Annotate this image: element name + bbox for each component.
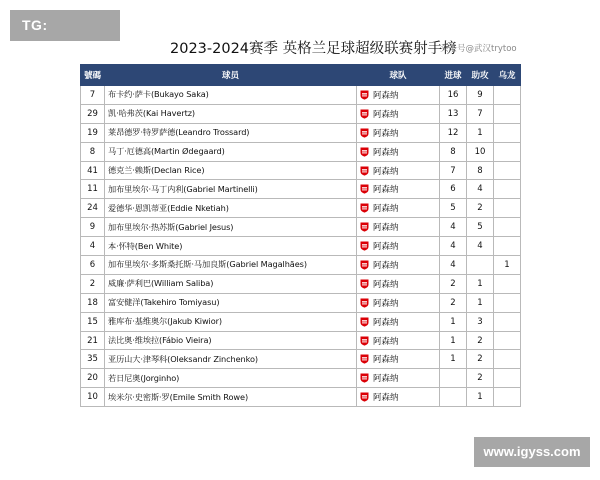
- arsenal-crest-icon: [360, 392, 369, 402]
- cell-goals: 13: [440, 104, 467, 123]
- cell-player: 爱德华·恩凯蒂亚(Eddie Nketiah): [105, 199, 357, 218]
- cell-assists: 2: [467, 369, 494, 388]
- cell-team: [357, 274, 440, 293]
- author-watermark: 头条号@武汉trytoo: [440, 44, 517, 54]
- arsenal-crest-icon: [360, 128, 369, 138]
- cell-number: 35: [81, 350, 105, 369]
- cell-team: [357, 331, 440, 350]
- cell-goals: 1: [440, 331, 467, 350]
- cell-goals: 6: [440, 180, 467, 199]
- cell-team: [357, 388, 440, 407]
- cell-assists: 2: [467, 331, 494, 350]
- team-name: 阿森纳: [373, 185, 399, 196]
- cell-number: 8: [81, 142, 105, 161]
- cell-goals: 4: [440, 237, 467, 256]
- table-row: [81, 142, 521, 161]
- site-watermark: www.igyss.com: [474, 437, 590, 467]
- cell-goals: 1: [440, 312, 467, 331]
- arsenal-crest-icon: [360, 184, 369, 194]
- cell-number: 7: [81, 86, 105, 105]
- cell-player: 埃米尔·史密斯·罗(Emile Smith Rowe): [105, 388, 357, 407]
- cell-goals: 7: [440, 161, 467, 180]
- cell-assists: 10: [467, 142, 494, 161]
- team-name: 阿森纳: [373, 90, 399, 101]
- cell-team: [357, 237, 440, 256]
- team-name: 阿森纳: [373, 147, 399, 158]
- cell-team: [357, 123, 440, 142]
- cell-own-goals: [494, 142, 521, 161]
- cell-assists: 2: [467, 199, 494, 218]
- table-row: [81, 331, 521, 350]
- table-row: [81, 274, 521, 293]
- cell-number: 29: [81, 104, 105, 123]
- cell-goals: 12: [440, 123, 467, 142]
- cell-own-goals: [494, 180, 521, 199]
- cell-player: 莱昂德罗·特罗萨德(Leandro Trossard): [105, 123, 357, 142]
- header-assists: 助攻: [467, 65, 494, 86]
- cell-assists: [467, 256, 494, 275]
- arsenal-crest-icon: [360, 109, 369, 119]
- cell-number: 21: [81, 331, 105, 350]
- cell-player: 法比奥·维埃拉(Fábio Vieira): [105, 331, 357, 350]
- cell-team: [357, 161, 440, 180]
- cell-number: 24: [81, 199, 105, 218]
- team-name: 阿森纳: [373, 128, 399, 139]
- cell-own-goals: [494, 86, 521, 105]
- arsenal-crest-icon: [360, 354, 369, 364]
- cell-team: [357, 104, 440, 123]
- table-header-row: [81, 65, 521, 86]
- cell-assists: 1: [467, 293, 494, 312]
- cell-number: 19: [81, 123, 105, 142]
- cell-team: [357, 180, 440, 199]
- table-row: [81, 369, 521, 388]
- header-team: 球队: [357, 65, 440, 86]
- cell-goals: 4: [440, 256, 467, 275]
- cell-team: [357, 293, 440, 312]
- table-row: [81, 123, 521, 142]
- cell-player: 雅库布·基维奥尔(Jakub Kiwior): [105, 312, 357, 331]
- table-row: [81, 218, 521, 237]
- team-name: 阿森纳: [373, 242, 399, 253]
- arsenal-crest-icon: [360, 166, 369, 176]
- team-name: 阿森纳: [373, 336, 399, 347]
- cell-team: [357, 256, 440, 275]
- cell-player: 德克兰·赖斯(Declan Rice): [105, 161, 357, 180]
- cell-number: 18: [81, 293, 105, 312]
- cell-own-goals: [494, 312, 521, 331]
- cell-goals: 2: [440, 293, 467, 312]
- cell-own-goals: [494, 331, 521, 350]
- cell-number: 11: [81, 180, 105, 199]
- cell-assists: 3: [467, 312, 494, 331]
- table-row: [81, 180, 521, 199]
- table-row: [81, 104, 521, 123]
- cell-assists: 1: [467, 388, 494, 407]
- table-row: [81, 199, 521, 218]
- cell-own-goals: 1: [494, 256, 521, 275]
- table-row: [81, 293, 521, 312]
- cell-player: 威廉·萨利巴(William Saliba): [105, 274, 357, 293]
- table-row: [81, 312, 521, 331]
- team-name: 阿森纳: [373, 317, 399, 328]
- cell-number: 15: [81, 312, 105, 331]
- arsenal-crest-icon: [360, 317, 369, 327]
- header-player: 球员: [105, 65, 357, 86]
- header-number: 號碼: [81, 65, 105, 86]
- team-name: 阿森纳: [373, 166, 399, 177]
- cell-number: 20: [81, 369, 105, 388]
- cell-own-goals: [494, 350, 521, 369]
- cell-team: [357, 142, 440, 161]
- cell-assists: 5: [467, 218, 494, 237]
- cell-own-goals: [494, 199, 521, 218]
- cell-own-goals: [494, 369, 521, 388]
- arsenal-crest-icon: [360, 279, 369, 289]
- cell-goals: 2: [440, 274, 467, 293]
- cell-goals: 16: [440, 86, 467, 105]
- table-row: [81, 161, 521, 180]
- cell-number: 6: [81, 256, 105, 275]
- cell-own-goals: [494, 161, 521, 180]
- header-goals: 进球: [440, 65, 467, 86]
- table-body: [81, 86, 521, 407]
- table-row: [81, 350, 521, 369]
- cell-assists: 8: [467, 161, 494, 180]
- arsenal-crest-icon: [360, 298, 369, 308]
- team-name: 阿森纳: [373, 374, 399, 385]
- cell-goals: [440, 369, 467, 388]
- arsenal-crest-icon: [360, 222, 369, 232]
- scorers-table: [80, 64, 521, 407]
- tg-watermark-tag: TG: MYYJJPP: [10, 10, 120, 41]
- arsenal-crest-icon: [360, 260, 369, 270]
- team-name: 阿森纳: [373, 109, 399, 120]
- cell-assists: 9: [467, 86, 494, 105]
- table-row: [81, 388, 521, 407]
- team-name: 阿森纳: [373, 393, 399, 404]
- cell-player: 富安健洋(Takehiro Tomiyasu): [105, 293, 357, 312]
- cell-assists: 4: [467, 237, 494, 256]
- arsenal-crest-icon: [360, 147, 369, 157]
- cell-player: 本·怀特(Ben White): [105, 237, 357, 256]
- cell-team: [357, 218, 440, 237]
- cell-own-goals: [494, 218, 521, 237]
- cell-team: [357, 86, 440, 105]
- cell-own-goals: [494, 274, 521, 293]
- arsenal-crest-icon: [360, 90, 369, 100]
- table-row: [81, 256, 521, 275]
- cell-assists: 2: [467, 350, 494, 369]
- team-name: 阿森纳: [373, 260, 399, 271]
- cell-goals: 5: [440, 199, 467, 218]
- arsenal-crest-icon: [360, 336, 369, 346]
- team-name: 阿森纳: [373, 355, 399, 366]
- cell-assists: 1: [467, 274, 494, 293]
- team-name: 阿森纳: [373, 279, 399, 290]
- cell-number: 41: [81, 161, 105, 180]
- arsenal-crest-icon: [360, 241, 369, 251]
- cell-number: 2: [81, 274, 105, 293]
- table-row: [81, 86, 521, 105]
- cell-own-goals: [494, 104, 521, 123]
- team-name: 阿森纳: [373, 223, 399, 234]
- cell-own-goals: [494, 123, 521, 142]
- cell-player: 亚历山大·津琴科(Oleksandr Zinchenko): [105, 350, 357, 369]
- cell-team: [357, 350, 440, 369]
- cell-number: 4: [81, 237, 105, 256]
- cell-player: 加布里埃尔·马丁内利(Gabriel Martinelli): [105, 180, 357, 199]
- team-name: 阿森纳: [373, 298, 399, 309]
- page-title: 2023-2024赛季 英格兰足球超级联赛射手榜: [170, 41, 457, 57]
- cell-player: 加布里埃尔·热苏斯(Gabriel Jesus): [105, 218, 357, 237]
- cell-number: 9: [81, 218, 105, 237]
- cell-own-goals: [494, 237, 521, 256]
- cell-number: 10: [81, 388, 105, 407]
- cell-goals: 1: [440, 350, 467, 369]
- cell-team: [357, 312, 440, 331]
- cell-assists: 1: [467, 123, 494, 142]
- cell-player: 凯·哈弗茨(Kai Havertz): [105, 104, 357, 123]
- cell-assists: 7: [467, 104, 494, 123]
- cell-goals: [440, 388, 467, 407]
- arsenal-crest-icon: [360, 373, 369, 383]
- cell-goals: 8: [440, 142, 467, 161]
- cell-assists: 4: [467, 180, 494, 199]
- cell-player: 布卡约·萨卡(Bukayo Saka): [105, 86, 357, 105]
- cell-player: 若日尼奥(Jorginho): [105, 369, 357, 388]
- cell-own-goals: [494, 388, 521, 407]
- cell-own-goals: [494, 293, 521, 312]
- cell-team: [357, 369, 440, 388]
- cell-team: [357, 199, 440, 218]
- header-own-goals: 乌龙: [494, 65, 521, 86]
- cell-player: 加布里埃尔·多斯桑托斯·马加良斯(Gabriel Magalhães): [105, 256, 357, 275]
- table-row: [81, 237, 521, 256]
- arsenal-crest-icon: [360, 203, 369, 213]
- cell-player: 马丁·厄德高(Martin Ødegaard): [105, 142, 357, 161]
- cell-goals: 4: [440, 218, 467, 237]
- team-name: 阿森纳: [373, 204, 399, 215]
